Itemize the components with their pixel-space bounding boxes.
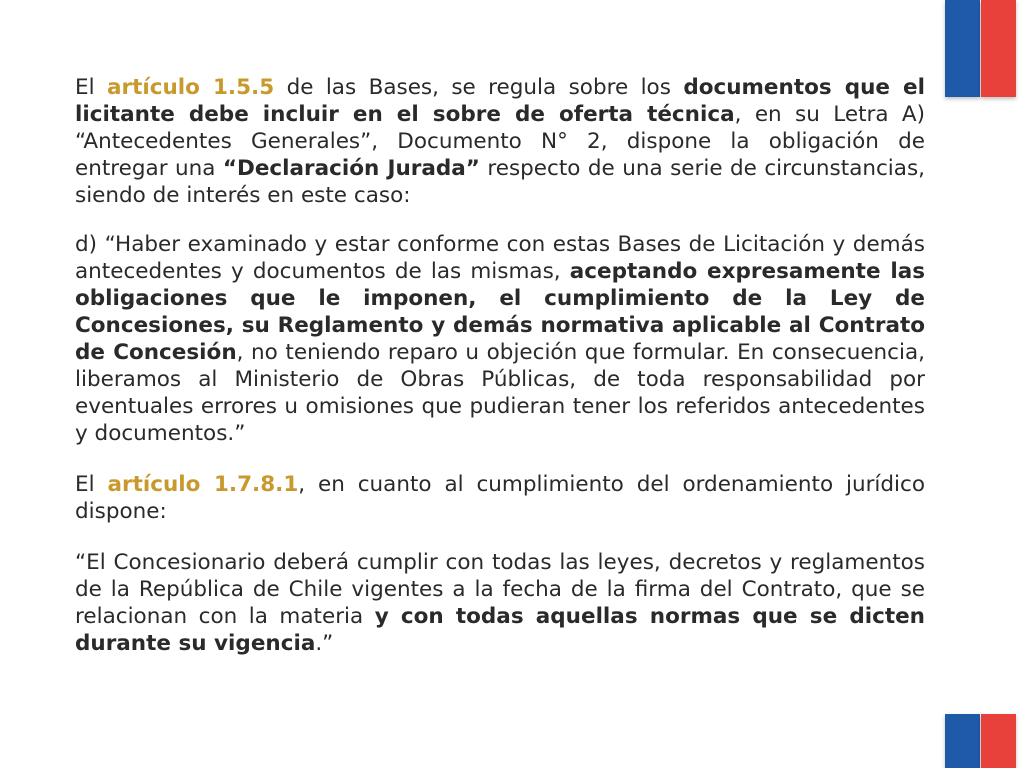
bold-text: y con todas aquellas normas que se dicten durante su vigencia xyxy=(75,604,925,656)
paragraph-article-1-5-5 xyxy=(75,74,925,209)
flag-blue-stripe xyxy=(945,0,980,97)
flag-decoration-top xyxy=(945,0,1016,97)
text-segment: El xyxy=(75,472,108,497)
text-segment: , en su Letra A) “Antecedentes Generales”, Documento N° 2, dispone la obligación de entregar una xyxy=(75,102,925,181)
flag-red-stripe xyxy=(981,714,1016,768)
flag-blue-stripe xyxy=(945,714,980,768)
bold-text: “Declaración Jurada” xyxy=(222,156,480,181)
text-segment: , no teniendo reparo u objeción que formular. En consecuencia, liberamos al Ministerio de Obras Públicas, de toda responsabilidad por eventuales errores u omisiones que pudieran tener los referidos antecedentes y documentos.” xyxy=(75,340,925,446)
bold-text: documentos que el licitante debe incluir en el sobre de oferta técnica xyxy=(75,75,925,127)
bold-text: aceptando expresamente las obligaciones que le imponen, el cumplimiento de la Ley de Concesiones, su Reglamento y demás normativa aplicable al Contrato de Concesión xyxy=(75,259,925,365)
text-segment: respecto de una serie de circunstancias, siendo de interés en este caso: xyxy=(75,156,925,208)
paragraph-article-1-7-8-1 xyxy=(75,471,925,525)
text-segment: , en cuanto al cumplimiento del ordenamiento jurídico dispone: xyxy=(75,472,925,524)
text-segment: “El Concesionario deberá cumplir con todas las leyes, decretos y reglamentos de la República de Chile vigentes a la fecha de la firma del Contrato, que se relacionan con la materia xyxy=(75,550,925,629)
paragraph-quote-d xyxy=(75,231,925,447)
slide-content xyxy=(75,74,925,679)
article-reference: artículo 1.7.8.1 xyxy=(107,472,299,497)
text-segment: de las Bases, se regula sobre los xyxy=(274,75,684,100)
text-segment: El xyxy=(75,75,107,100)
paragraph-quote-concesionario xyxy=(75,549,925,657)
text-segment: .” xyxy=(315,631,334,656)
flag-decoration-bottom xyxy=(945,714,1016,768)
flag-red-stripe xyxy=(981,0,1016,97)
text-segment: d) “Haber examinado y estar conforme con estas Bases de Licitación y demás antecedentes y documentos de las mismas, xyxy=(75,232,925,284)
article-reference: artículo 1.5.5 xyxy=(106,75,275,100)
